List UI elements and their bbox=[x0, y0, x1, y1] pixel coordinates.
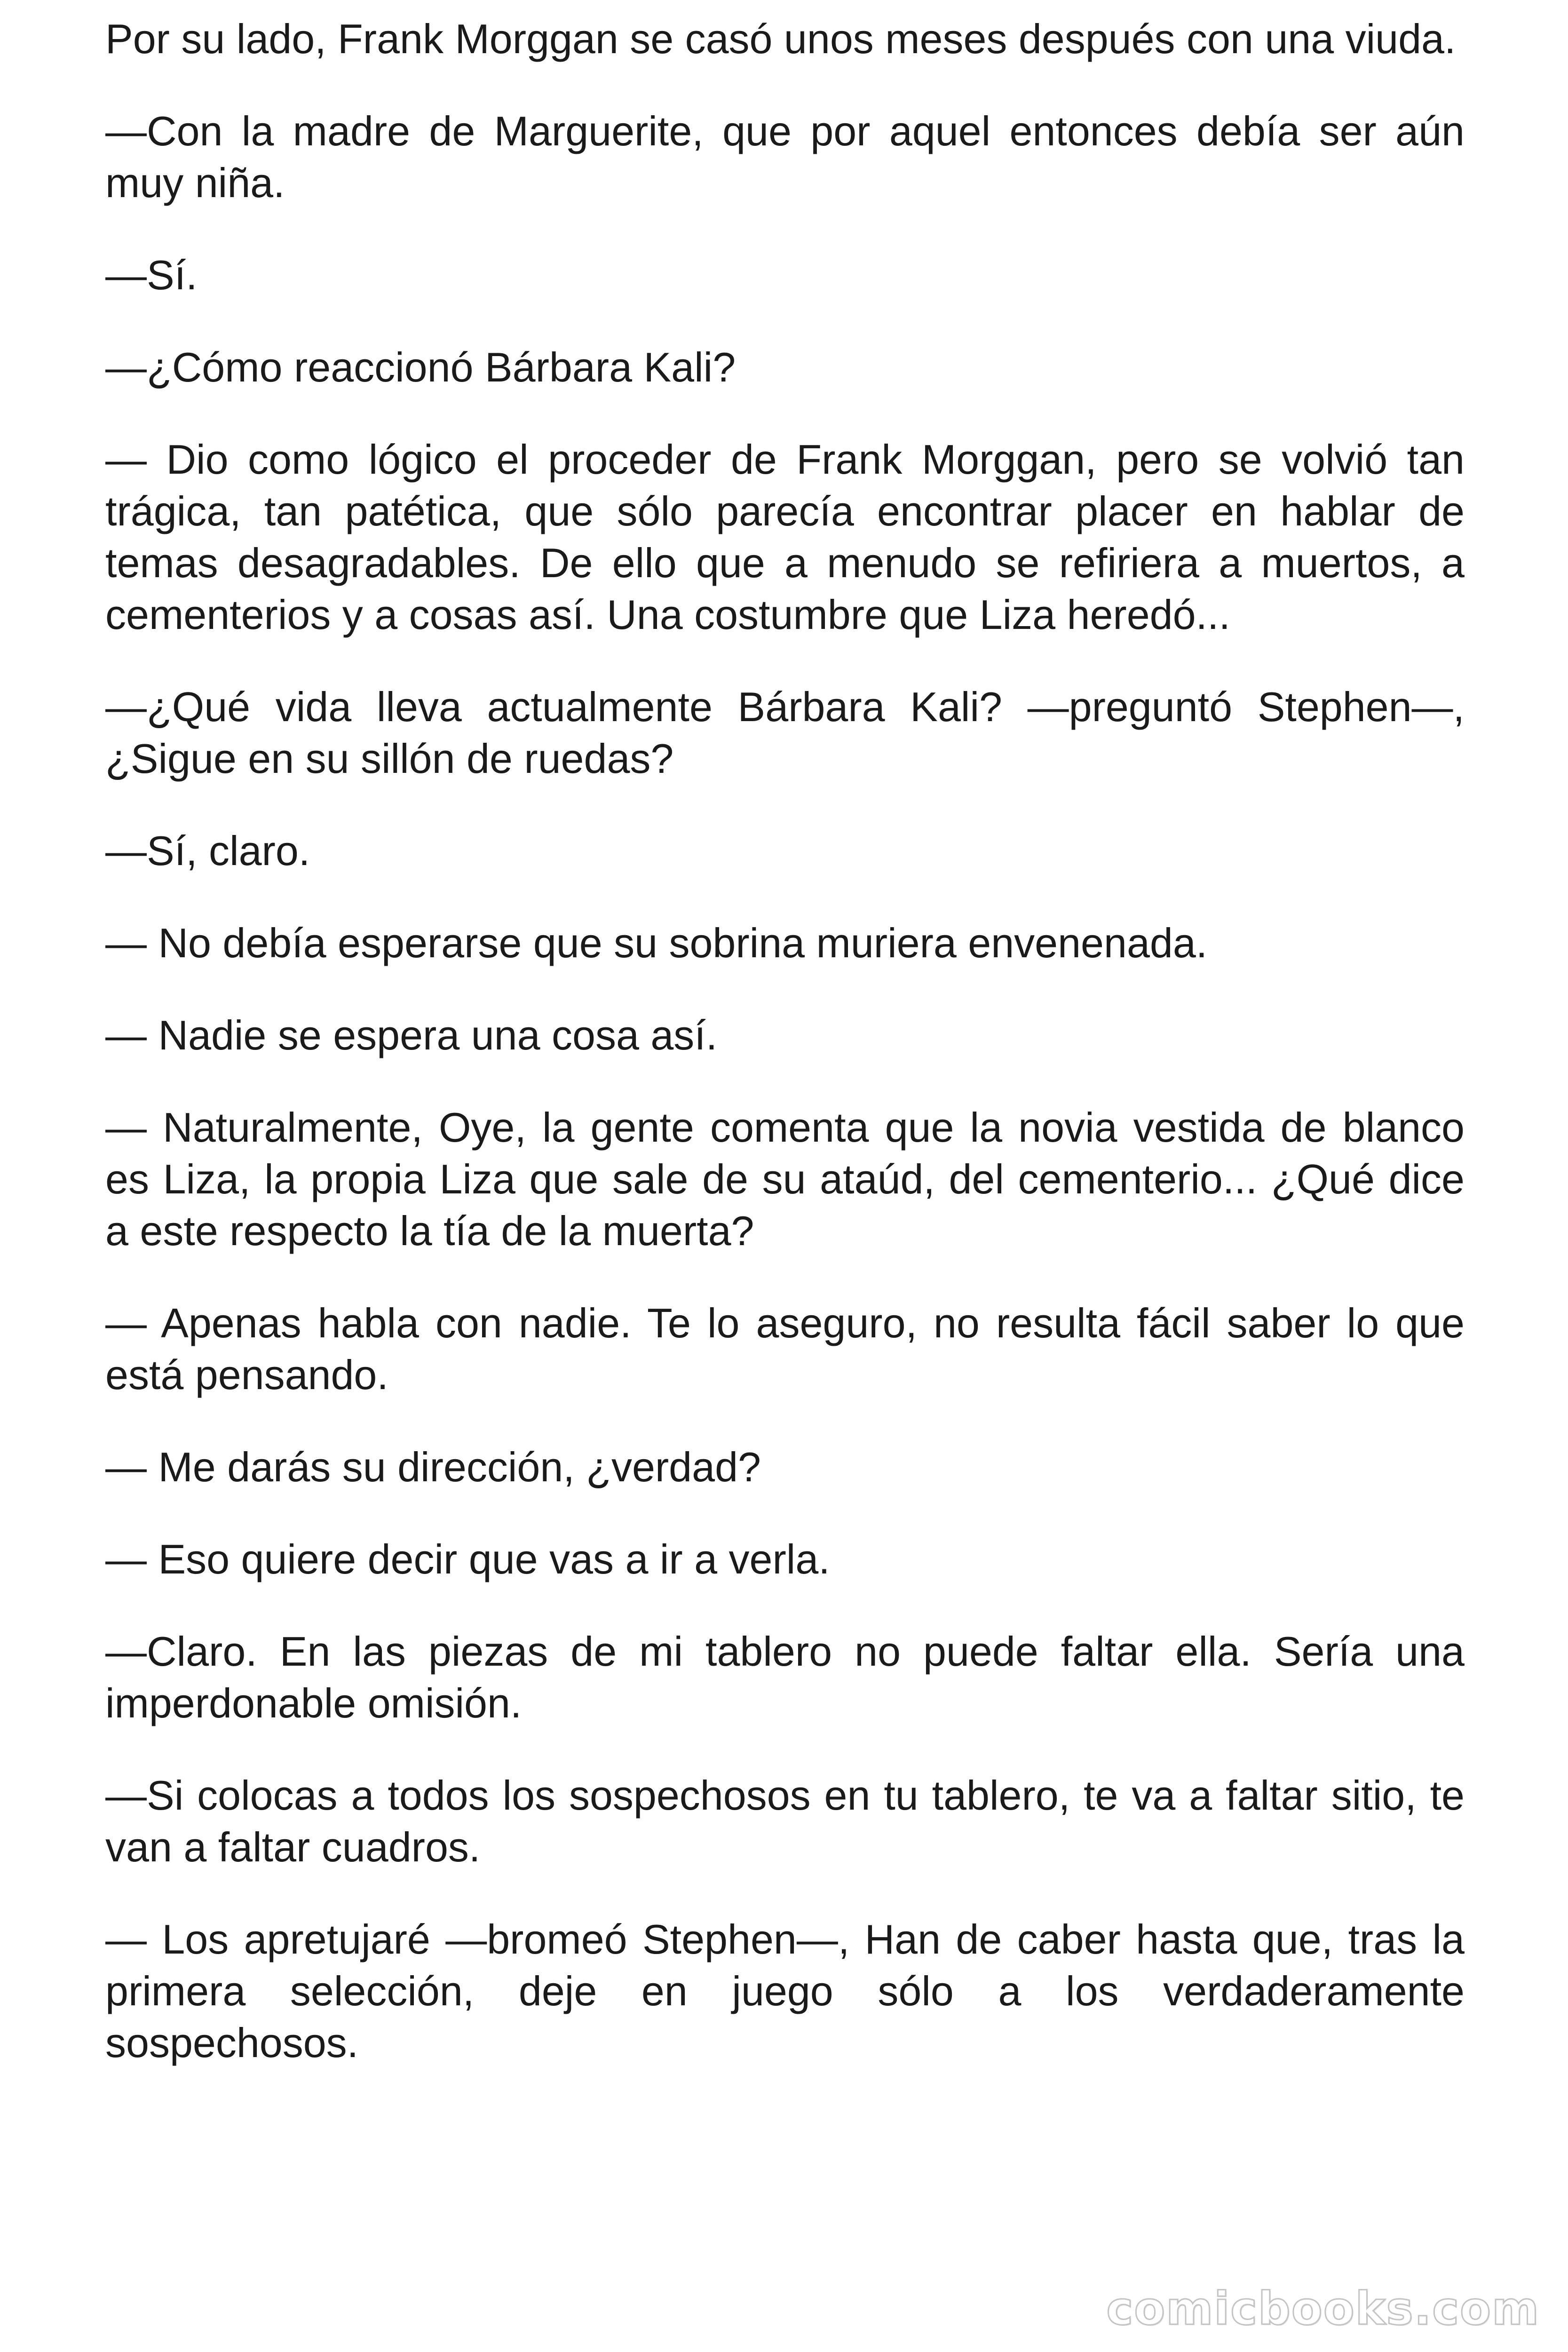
paragraph: — No debía esperarse que su sobrina muriera envenenada. bbox=[105, 920, 1208, 966]
paragraph: — Eso quiere decir que vas a ir a verla. bbox=[105, 1536, 830, 1582]
paragraph: —Sí, claro. bbox=[105, 827, 310, 874]
paragraph: — Apenas habla con nadie. Te lo aseguro, no resulta fácil saber lo que está pensando. bbox=[105, 1300, 1465, 1398]
paragraph: —Sí. bbox=[105, 252, 198, 298]
paragraph: —¿Qué vida lleva actualmente Bárbara Kali? —preguntó Stephen—, ¿Sigue en su sillón de ruedas? bbox=[105, 683, 1465, 782]
paragraph: — Nadie se espera una cosa así. bbox=[105, 1012, 718, 1058]
paragraph: —Claro. En las piezas de mi tablero no puede faltar ella. Sería una imperdonable omisión. bbox=[105, 1628, 1465, 1726]
paragraph: —Si colocas a todos los sospechosos en tu tablero, te va a faltar sitio, te van a faltar cuadros. bbox=[105, 1772, 1465, 1870]
paragraph: —¿Cómo reaccionó Bárbara Kali? bbox=[105, 344, 736, 390]
paragraph: —Con la madre de Marguerite, que por aquel entonces debía ser aún muy niña. bbox=[105, 108, 1465, 206]
paragraph: Por su lado, Frank Morggan se casó unos meses después con una viuda. bbox=[105, 16, 1456, 62]
paragraph: — Dio como lógico el proceder de Frank Morggan, pero se volvió tan trágica, tan patética, que sólo parecía encontrar placer en hablar de temas desagradables. De ello que a menudo se refiriera a muertos, a cementerios y a cosas así. Una costumbre que Liza heredó... bbox=[105, 436, 1465, 638]
paragraph: — Me darás su dirección, ¿verdad? bbox=[105, 1444, 761, 1490]
page-text bbox=[105, 13, 1465, 2109]
paragraph: — Los apretujaré —bromeó Stephen—, Han de caber hasta que, tras la primera selección, deje en juego sólo a los verdaderamente sospechosos. bbox=[105, 1916, 1465, 2066]
watermark: comicbooks.com bbox=[1106, 2282, 1540, 2335]
paragraph: — Naturalmente, Oye, la gente comenta que la novia vestida de blanco es Liza, la propia Liza que sale de su ataúd, del cementerio... ¿Qué dice a este respecto la tía de la muerta? bbox=[105, 1104, 1465, 1254]
